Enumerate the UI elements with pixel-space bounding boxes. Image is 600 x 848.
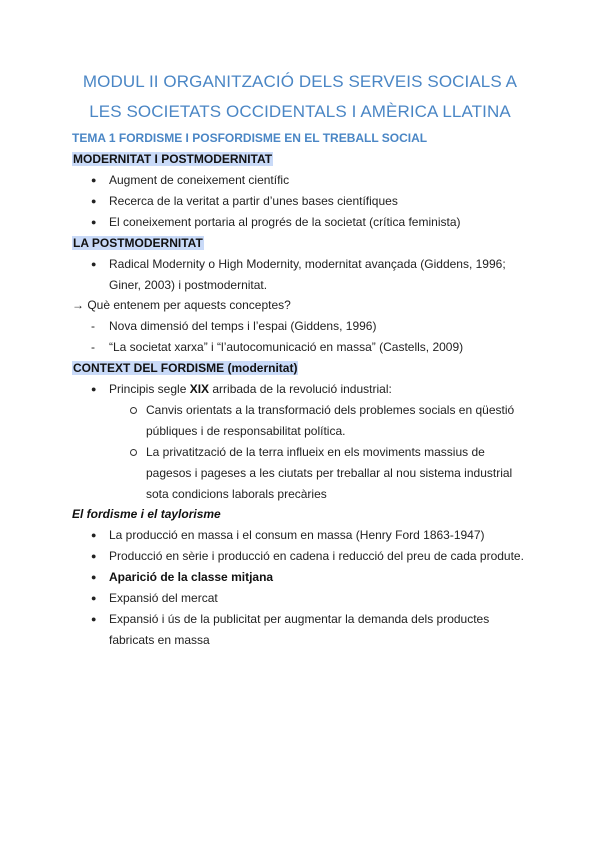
list-item bbox=[109, 382, 392, 397]
bullet-icon: ● bbox=[91, 530, 97, 540]
bullet-icon: ● bbox=[91, 572, 97, 582]
bullet-icon: ● bbox=[91, 614, 97, 624]
list-item-line: Radical Modernity o High Modernity, modernitat avançada (Giddens, 1996; bbox=[109, 257, 506, 271]
list-item-line: fabricats en massa bbox=[109, 633, 210, 647]
bullet-icon: ● bbox=[91, 259, 97, 269]
sub-item-line: públiques i de responsabilitat política. bbox=[146, 424, 346, 438]
sub-item-line: Canvis orientats a la transformació dels problemes socials en qüestió bbox=[146, 403, 515, 417]
section-heading-modernitat-text: MODERNITAT I POSTMODERNITAT bbox=[73, 152, 273, 166]
bullet-icon: ● bbox=[91, 593, 97, 603]
dash-item: Nova dimensió del temps i l’espai (Giddens, 1996) bbox=[109, 319, 377, 333]
list-item: Augment de coneixement científic bbox=[109, 173, 290, 187]
bullet-icon: ● bbox=[91, 384, 97, 394]
list-item: Recerca de la veritat a partir d’unes bases científiques bbox=[109, 194, 398, 208]
section-heading-modernitat bbox=[72, 152, 273, 167]
circle-bullet-icon bbox=[130, 407, 137, 414]
sub-item-line: La privatització de la terra influeix en els moviments massius de bbox=[146, 445, 485, 459]
list-item: Aparició de la classe mitjana bbox=[109, 570, 274, 584]
bullet-icon: ● bbox=[91, 551, 97, 561]
list-item: El coneixement portaria al progrés de la societat (crítica feminista) bbox=[109, 215, 461, 229]
list-item: La producció en massa i el consum en massa (Henry Ford 1863-1947) bbox=[109, 528, 485, 542]
tema-heading: TEMA 1 FORDISME I POSFORDISME EN EL TREBALL SOCIAL bbox=[72, 131, 428, 145]
document-title-line-1: MODUL II ORGANITZACIÓ DELS SERVEIS SOCIALS A bbox=[82, 72, 518, 91]
list-item: Expansió del mercat bbox=[109, 591, 218, 605]
sub-item-line: pagesos i pageses a les ciutats per treballar al nou sistema industrial bbox=[146, 466, 513, 480]
section-heading-fordisme-taylorisme: El fordisme i el taylorisme bbox=[72, 507, 221, 521]
document-title-line-2: LES SOCIETATS OCCIDENTALS I AMÈRICA LLATINA bbox=[89, 102, 511, 121]
list-item-text-pre: Principis segle bbox=[109, 382, 190, 396]
dash-item: “La societat xarxa” i “l’autocomunicació en massa” (Castells, 2009) bbox=[109, 340, 464, 354]
circle-bullet-icon bbox=[130, 449, 137, 456]
sub-item-line: sota condicions laborals precàries bbox=[146, 487, 327, 501]
section-heading-postmodernitat-text: LA POSTMODERNITAT bbox=[73, 236, 203, 250]
question-line: → Què entenem per aquests conceptes? bbox=[72, 298, 291, 312]
section-heading-postmodernitat bbox=[72, 236, 204, 251]
section-heading-context-fordisme-text: CONTEXT DEL FORDISME (modernitat) bbox=[73, 361, 298, 375]
list-item-text-post: arribada de la revolució industrial: bbox=[209, 382, 392, 396]
list-item-line: Expansió i ús de la publicitat per augmentar la demanda dels productes bbox=[109, 612, 490, 626]
bullet-icon: ● bbox=[91, 175, 97, 185]
dash-marker: - bbox=[91, 319, 95, 333]
section-heading-context-fordisme bbox=[72, 361, 298, 376]
bullet-icon: ● bbox=[91, 196, 97, 206]
list-item-line: Giner, 2003) i postmodernitat. bbox=[109, 278, 268, 292]
list-item: Producció en sèrie i producció en cadena i reducció del preu de cada produte. bbox=[109, 549, 524, 563]
bullet-icon: ● bbox=[91, 217, 97, 227]
dash-marker: - bbox=[91, 340, 95, 354]
list-item-text-bold: XIX bbox=[189, 382, 210, 396]
